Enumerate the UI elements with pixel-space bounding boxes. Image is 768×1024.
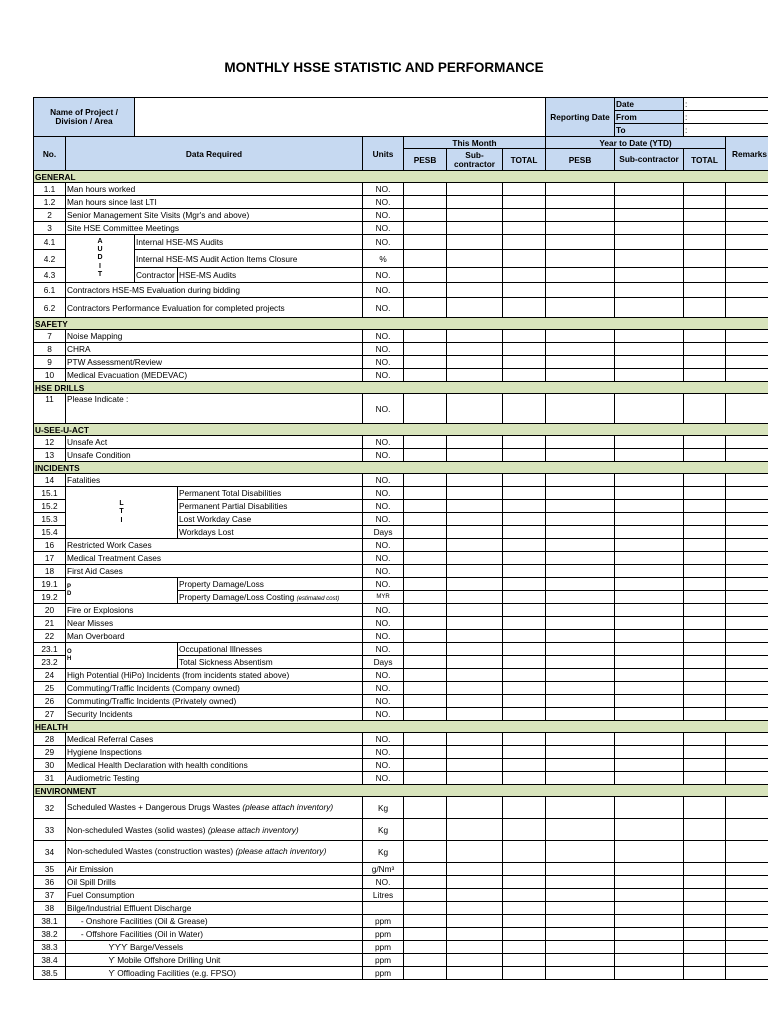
table-row: 2 Senior Management Site Visits (Mgr's and above) NO. — [34, 209, 768, 222]
section-safety: SAFETY — [34, 318, 768, 330]
pd-vertical-label: P D — [66, 578, 178, 604]
table-row: 37 Fuel Consumption Litres — [34, 889, 768, 902]
table-row: 16 Restricted Work Cases NO. — [34, 539, 768, 552]
table-row: 6.1 Contractors HSE-MS Evaluation during bidding NO. — [34, 283, 768, 298]
to-label: To — [615, 124, 684, 137]
table-row: 33 Non-scheduled Wastes (solid wastes) (please attach inventory) Kg — [34, 819, 768, 841]
date-field[interactable]: : — [684, 98, 768, 111]
to-field[interactable]: : — [684, 124, 768, 137]
table-row: 10 Medical Evacuation (MEDEVAC) NO. — [34, 369, 768, 382]
project-name-field[interactable] — [135, 98, 546, 137]
table-row: 27 Security Incidents NO. — [34, 708, 768, 721]
audit-vertical-label: A U D I T — [66, 235, 135, 283]
table-row: 21 Near Misses NO. — [34, 617, 768, 630]
table-row: 15.4 Workdays Lost Days — [34, 526, 768, 539]
table-row: 7 Noise Mapping NO. — [34, 330, 768, 343]
section-incidents: INCIDENTS — [34, 462, 768, 474]
table-row: 15.3 Lost Workday Case NO. — [34, 513, 768, 526]
table-row: 23.1 O H Occupational Illnesses NO. — [34, 643, 768, 656]
col-ytd-sub-contractor: Sub-contractor — [615, 149, 684, 171]
table-row: 15.2 Permanent Partial Disabilities NO. — [34, 500, 768, 513]
table-row: 34 Non-scheduled Wastes (construction wastes) (please attach inventory) Kg — [34, 841, 768, 863]
col-total: TOTAL — [503, 149, 546, 171]
hsse-statistics-table — [33, 97, 768, 980]
table-row: 11 Please Indicate : NO. — [34, 394, 768, 424]
table-row: 8 CHRA NO. — [34, 343, 768, 356]
section-health: HEALTH — [34, 721, 768, 733]
table-row: 15.1 L T I Permanent Total Disabilities NO. — [34, 487, 768, 500]
table-row: 29 Hygiene Inspections NO. — [34, 746, 768, 759]
table-row: 25 Commuting/Traffic Incidents (Company owned) NO. — [34, 682, 768, 695]
table-row: 13 Unsafe Condition NO. — [34, 449, 768, 462]
table-row: 30 Medical Health Declaration with health conditions NO. — [34, 759, 768, 772]
col-sub-contractor: Sub-contractor — [447, 149, 503, 171]
table-row: 18 First Aid Cases NO. — [34, 565, 768, 578]
col-this-month: This Month — [404, 137, 546, 149]
col-ytd-total: TOTAL — [684, 149, 726, 171]
table-row: 19.1 P D Property Damage/Loss NO. — [34, 578, 768, 591]
table-row: 4.1 A U D I T Internal HSE-MS Audits NO. — [34, 235, 768, 250]
table-row: 24 High Potential (HiPo) Incidents (from incidents stated above) NO. — [34, 669, 768, 682]
table-row: 38.5 ϒ Offloading Facilities (e.g. FPSO) ppm — [34, 967, 768, 980]
table-row: 38.4 ϒ Mobile Offshore Drilling Unit ppm — [34, 954, 768, 967]
table-row: 22 Man Overboard NO. — [34, 630, 768, 643]
page-title: MONTHLY HSSE STATISTIC AND PERFORMANCE — [224, 60, 544, 75]
oh-vertical-label: O H — [66, 643, 178, 669]
table-row: 36 Oil Spill Drills NO. — [34, 876, 768, 889]
date-label: Date — [615, 98, 684, 111]
table-row: 19.2 Property Damage/Loss Costing (estimated cost) MYR — [34, 591, 768, 604]
table-row: 3 Site HSE Committee Meetings NO. — [34, 222, 768, 235]
table-row: 14 Fatalities NO. — [34, 474, 768, 487]
col-remarks: Remarks — [726, 137, 768, 171]
reporting-date-label: Reporting Date — [546, 98, 615, 137]
table-row: 20 Fire or Explosions NO. — [34, 604, 768, 617]
table-row: 32 Scheduled Wastes + Dangerous Drugs Wastes (please attach inventory) Kg — [34, 797, 768, 819]
col-ytd-pesb: PESB — [546, 149, 615, 171]
col-ytd: Year to Date (YTD) — [546, 137, 726, 149]
table-row: 12 Unsafe Act NO. — [34, 436, 768, 449]
table-row: 38.2 - Offshore Facilities (Oil in Water) ppm — [34, 928, 768, 941]
section-environment: ENVIRONMENT — [34, 785, 768, 797]
section-general: GENERAL — [34, 171, 768, 183]
table-row: 38.3 ϒϒϒ Barge/Vessels ppm — [34, 941, 768, 954]
table-row: 1.2 Man hours since last LTI NO. — [34, 196, 768, 209]
table-row: 38 Bilge/Industrial Effluent Discharge — [34, 902, 768, 915]
table-row: 4.2 Internal HSE-MS Audit Action Items Closure % — [34, 250, 768, 268]
section-u-see-u-act: U-SEE-U-ACT — [34, 424, 768, 436]
section-hse-drills: HSE DRILLS — [34, 382, 768, 394]
table-row: 23.2 Total Sickness Absentism Days — [34, 656, 768, 669]
table-row: 38.1 - Onshore Facilities (Oil & Grease) ppm — [34, 915, 768, 928]
col-data-required: Data Required — [66, 137, 363, 171]
col-units: Units — [363, 137, 404, 171]
table-row: 1.1 Man hours worked NO. — [34, 183, 768, 196]
col-no: No. — [34, 137, 66, 171]
from-label: From — [615, 111, 684, 124]
lti-vertical-label: L T I — [66, 487, 178, 539]
table-row: 6.2 Contractors Performance Evaluation for completed projects NO. — [34, 298, 768, 318]
table-row: 9 PTW Assessment/Review NO. — [34, 356, 768, 369]
col-pesb: PESB — [404, 149, 447, 171]
project-label: Name of Project / Division / Area — [34, 98, 135, 137]
table-row: 26 Commuting/Traffic Incidents (Privately owned) NO. — [34, 695, 768, 708]
table-row: 35 Air Emission g/Nm³ — [34, 863, 768, 876]
table-row: 4.3 Contractor HSE-MS Audits NO. — [34, 268, 768, 283]
from-field[interactable]: : — [684, 111, 768, 124]
table-row: 28 Medical Referral Cases NO. — [34, 733, 768, 746]
table-row: 17 Medical Treatment Cases NO. — [34, 552, 768, 565]
table-row: 31 Audiometric Testing NO. — [34, 772, 768, 785]
